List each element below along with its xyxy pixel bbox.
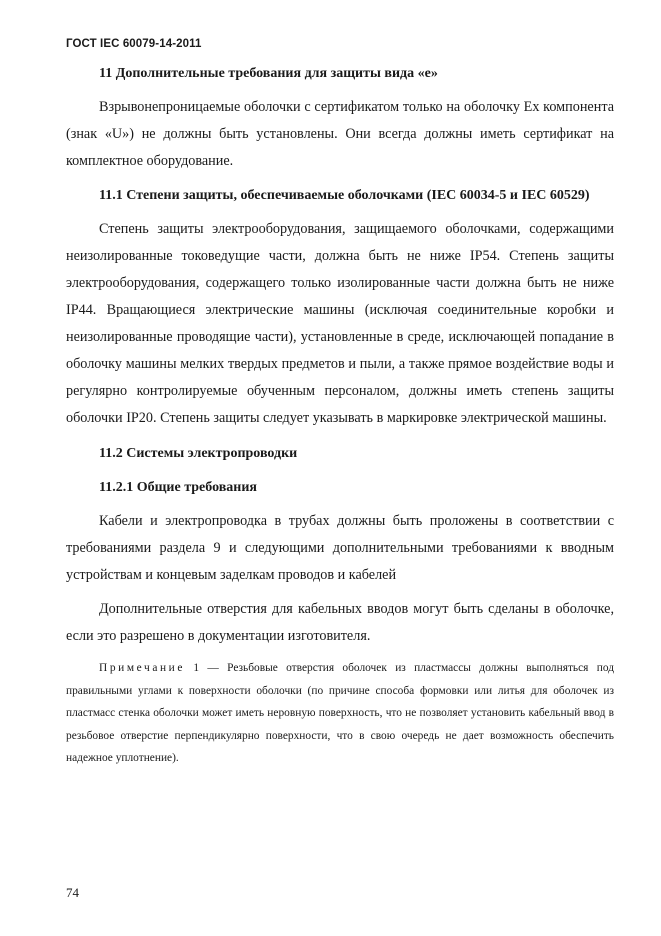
section-11-2-1-paragraph-2: Дополнительные отверстия для кабельных вводов могут быть сделаны в оболочке, если это разрешено в документации изготовителя. [66, 601, 614, 644]
section-11-2-1-paragraph-1: Кабели и электропроводка в трубах должны быть проложены в соответствии с требованиями раздела 9 и следующими дополнительными требованиями к вводным устройствам и концевым заделкам проводов и кабелей [66, 513, 614, 583]
note-label: Примечание [99, 662, 186, 674]
section-11-2-heading: 11.2 Системы электропроводки [99, 446, 298, 461]
section-11-1-heading: 11.1 Степени защиты, обеспечиваемые оболочками (IEC 60034-5 и IEC 60529) [99, 188, 590, 203]
standard-code-header: ГОСТ IEC 60079-14-2011 [66, 38, 202, 50]
page-number: 74 [66, 885, 79, 900]
section-11-1-paragraph: Степень защиты электрооборудования, защищаемого оболочками, содержащими неизолированные токоведущие части, должна быть не ниже IP54. Степень защиты электрооборудования, содержащего только изолированные части должна быть не ниже IP44. Вращающиеся электрические машины (исключая соединительные коробки и неизолированные проводящие части), установленные в среде, исключающей попадание в оболочку машины мелких твердых предметов и пыли, а также прямое воздействие воды и регулярно контролируемые обученным персоналом, должны иметь степень защиты оболочки IP20. Степень защиты следует указывать в маркировке электрической машины. [66, 221, 614, 426]
note-number: 1 [193, 662, 200, 674]
section-11-2-1-heading: 11.2.1 Общие требования [99, 480, 257, 495]
page-content [66, 60, 614, 770]
section-11-paragraph: Взрывонепроницаемые оболочки с сертификатом только на оболочку Ex компонента (знак «U») не должны быть установлены. Они всегда должны иметь сертификат на комплектное оборудование. [66, 99, 614, 169]
note-1 [66, 657, 614, 770]
note-dash: — [207, 662, 219, 674]
section-11-heading: 11 Дополнительные требования для защиты вида «е» [99, 66, 438, 81]
note-text: Резьбовые отверстия оболочек из пластмассы должны выполняться под правильными углами к поверхности оболочки (по причине способа формовки или литья для оболочек из пластмасс стенка оболочки может иметь неровную поверхность, что не позволяет установить кабельный ввод в резьбовое отверстие перпендикулярно поверхности, что в свою очередь не дает возможность обеспечить надежное уплотнение). [66, 662, 614, 765]
